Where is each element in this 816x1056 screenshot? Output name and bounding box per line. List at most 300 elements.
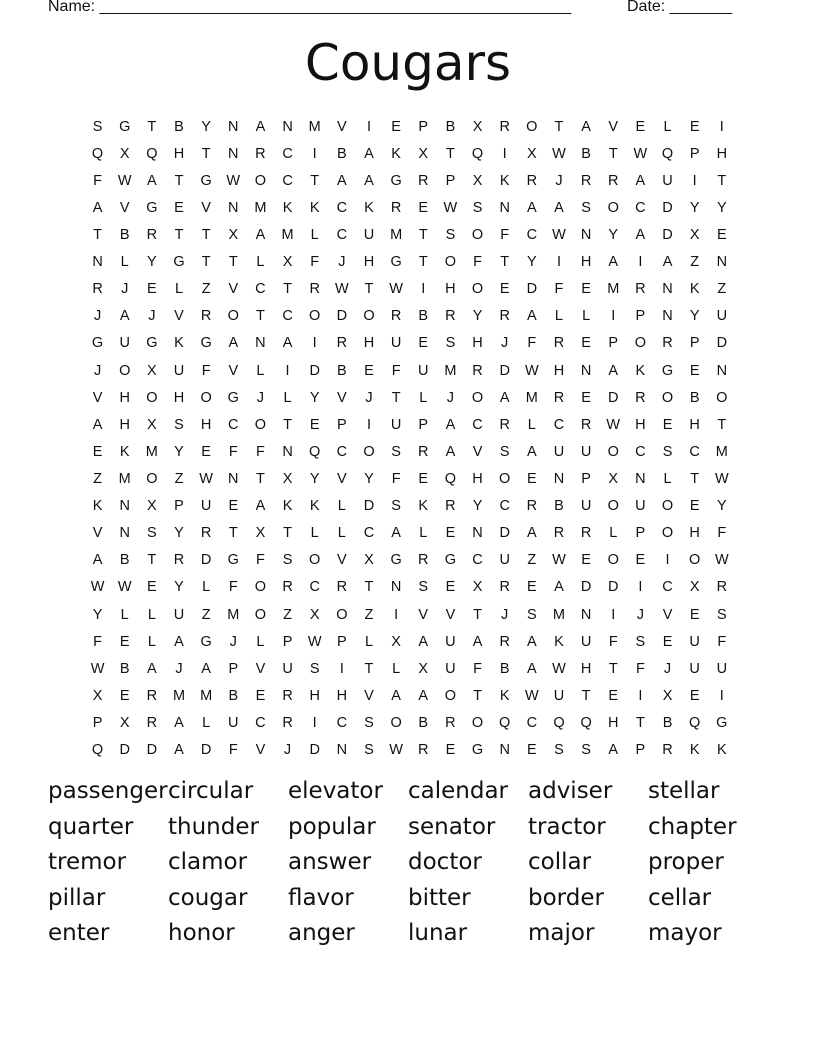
- grid-letter: L: [147, 633, 156, 650]
- grid-letter: T: [690, 470, 700, 487]
- grid-letter: P: [689, 335, 700, 352]
- grid-letter: I: [312, 335, 317, 352]
- grid-letter: T: [255, 308, 265, 325]
- grid-letter: Y: [689, 308, 700, 325]
- grid-letter: X: [662, 687, 673, 704]
- grid-letter: L: [663, 470, 672, 487]
- grid-letter: U: [580, 633, 592, 650]
- grid-letter: U: [119, 335, 130, 352]
- grid-row: [84, 493, 735, 520]
- grid-letter: N: [553, 470, 565, 487]
- grid-letter: M: [227, 606, 240, 623]
- grid-letter: U: [716, 308, 728, 325]
- word-list-item: quarter: [48, 813, 134, 840]
- grid-letter: X: [418, 145, 429, 162]
- grid-letter: L: [554, 308, 563, 325]
- grid-letter: W: [334, 281, 349, 298]
- grid-letter: I: [638, 254, 643, 271]
- grid-letter: X: [282, 470, 293, 487]
- grid-letter: T: [283, 525, 292, 542]
- grid-letter: O: [146, 389, 158, 406]
- grid-letter: E: [689, 606, 700, 623]
- grid-letter: Z: [717, 281, 727, 298]
- grid-row: [84, 194, 735, 221]
- grid-letter: J: [229, 633, 237, 650]
- grid-letter: P: [418, 416, 429, 433]
- word-list-item: collar: [528, 849, 592, 876]
- grid-letter: O: [227, 308, 239, 325]
- grid-letter: G: [200, 335, 212, 352]
- grid-letter: U: [716, 660, 728, 677]
- grid-letter: Q: [91, 145, 104, 162]
- grid-letter: N: [716, 254, 728, 271]
- grid-letter: A: [526, 443, 537, 460]
- word-list-item: mayor: [648, 920, 722, 947]
- grid-letter: A: [554, 199, 564, 216]
- grid-row: [84, 249, 735, 276]
- grid-letter: X: [689, 579, 700, 596]
- grid-letter: J: [636, 606, 644, 623]
- grid-letter: P: [635, 308, 646, 325]
- grid-letter: L: [283, 389, 292, 406]
- grid-letter: O: [661, 498, 674, 515]
- grid-letter: I: [312, 714, 317, 731]
- grid-letter: R: [499, 633, 510, 650]
- grid-letter: G: [119, 118, 131, 135]
- grid-letter: Y: [201, 118, 211, 135]
- grid-letter: C: [255, 714, 266, 731]
- grid-letter: F: [93, 172, 102, 189]
- grid-letter: R: [662, 742, 673, 759]
- grid-letter: I: [285, 362, 290, 379]
- grid-letter: Z: [527, 552, 537, 569]
- grid-letter: H: [445, 281, 456, 298]
- grid-letter: X: [119, 714, 130, 731]
- grid-letter: P: [635, 525, 646, 542]
- grid-letter: Y: [174, 579, 184, 596]
- grid-letter: E: [608, 687, 619, 704]
- grid-letter: I: [366, 416, 371, 433]
- grid-letter: L: [147, 606, 156, 623]
- grid-letter: U: [390, 335, 402, 352]
- grid-letter: B: [337, 145, 347, 162]
- grid-letter: O: [471, 714, 484, 731]
- grid-letter: C: [689, 443, 700, 460]
- grid-letter: O: [661, 525, 674, 542]
- grid-letter: D: [580, 579, 592, 596]
- grid-letter: A: [92, 416, 103, 433]
- grid-letter: F: [500, 226, 510, 243]
- word-list-item: doctor: [408, 849, 482, 876]
- grid-letter: Q: [661, 145, 674, 162]
- grid-letter: R: [472, 362, 483, 379]
- grid-letter: S: [391, 498, 401, 515]
- grid-letter: S: [282, 552, 293, 569]
- grid-letter: U: [418, 362, 429, 379]
- word-list-item: anger: [288, 920, 355, 947]
- grid-letter: Y: [526, 254, 537, 271]
- grid-letter: T: [147, 552, 157, 569]
- grid-letter: W: [117, 172, 132, 189]
- grid-letter: L: [310, 525, 319, 542]
- grid-letter: Y: [92, 606, 103, 623]
- grid-letter: O: [689, 552, 701, 569]
- grid-letter: R: [635, 281, 646, 298]
- grid-letter: G: [227, 389, 239, 406]
- grid-letter: V: [228, 362, 239, 379]
- grid-letter: A: [608, 254, 619, 271]
- grid-letter: I: [665, 552, 670, 569]
- grid-letter: F: [635, 660, 645, 677]
- grid-letter: N: [92, 254, 103, 271]
- grid-letter: R: [499, 579, 510, 596]
- grid-letter: P: [445, 172, 456, 189]
- grid-letter: V: [337, 389, 347, 406]
- name-field-label: Name: _____________________________________________________: [48, 0, 572, 15]
- grid-letter: A: [364, 145, 374, 162]
- grid-letter: A: [364, 172, 374, 189]
- word-list-item: flavor: [288, 884, 354, 911]
- grid-letter: N: [336, 742, 348, 759]
- grid-letter: D: [608, 579, 619, 596]
- grid-letter: R: [92, 281, 103, 298]
- grid-letter: R: [499, 118, 510, 135]
- grid-letter: V: [337, 552, 347, 569]
- grid-letter: I: [611, 606, 616, 623]
- grid-letter: U: [580, 443, 592, 460]
- grid-letter: Y: [309, 389, 320, 406]
- word-list-item: lunar: [408, 920, 468, 947]
- grid-letter: U: [445, 660, 456, 677]
- grid-letter: F: [228, 579, 238, 596]
- grid-letter: F: [473, 660, 482, 677]
- grid-letter: T: [608, 145, 618, 162]
- grid-letter: P: [174, 498, 184, 515]
- grid-letter: L: [419, 389, 428, 406]
- grid-letter: A: [445, 416, 456, 433]
- grid-letter: L: [120, 254, 129, 271]
- grid-letter: U: [200, 498, 212, 515]
- grid-letter: E: [445, 579, 456, 596]
- grid-letter: N: [390, 579, 402, 596]
- grid-letter: S: [174, 416, 184, 433]
- grid-letter: E: [689, 498, 700, 515]
- grid-letter: X: [364, 552, 374, 569]
- grid-letter: U: [689, 660, 700, 677]
- grid-row: [84, 601, 735, 628]
- grid-letter: O: [607, 552, 619, 569]
- grid-letter: T: [174, 226, 184, 243]
- grid-letter: N: [472, 525, 483, 542]
- grid-letter: A: [391, 525, 401, 542]
- grid-letter: F: [228, 443, 238, 460]
- grid-letter: J: [338, 254, 346, 271]
- grid-letter: I: [556, 254, 561, 271]
- grid-letter: W: [714, 470, 729, 487]
- grid-letter: H: [716, 145, 728, 162]
- grid-letter: T: [581, 687, 591, 704]
- grid-row: [84, 140, 735, 167]
- grid-letter: J: [93, 308, 102, 325]
- grid-row: [84, 411, 735, 438]
- grid-letter: X: [472, 172, 483, 189]
- grid-letter: F: [228, 742, 238, 759]
- grid-letter: G: [173, 254, 185, 271]
- grid-letter: Q: [689, 714, 701, 731]
- grid-row: [84, 574, 735, 601]
- grid-letter: Z: [201, 606, 211, 623]
- grid-letter: F: [391, 470, 401, 487]
- grid-letter: V: [418, 606, 429, 623]
- grid-letter: A: [92, 199, 103, 216]
- grid-letter: C: [336, 443, 348, 460]
- grid-letter: J: [365, 389, 373, 406]
- grid-letter: O: [363, 308, 375, 325]
- grid-letter: L: [202, 714, 211, 731]
- grid-letter: R: [146, 226, 158, 243]
- grid-letter: L: [337, 498, 346, 515]
- grid-letter: A: [92, 552, 103, 569]
- grid-letter: D: [119, 742, 130, 759]
- grid-letter: G: [390, 552, 402, 569]
- grid-letter: D: [716, 335, 728, 352]
- grid-letter: O: [661, 389, 674, 406]
- grid-letter: B: [499, 660, 510, 677]
- grid-letter: S: [418, 579, 429, 596]
- grid-letter: E: [201, 443, 211, 460]
- grid-letter: C: [336, 226, 348, 243]
- grid-letter: R: [200, 525, 212, 542]
- grid-letter: H: [553, 362, 565, 379]
- grid-letter: P: [92, 714, 103, 731]
- grid-letter: L: [202, 579, 211, 596]
- grid-letter: A: [635, 172, 646, 189]
- grid-row: [84, 465, 735, 492]
- grid-letter: H: [173, 389, 185, 406]
- word-list-item: honor: [168, 920, 235, 947]
- grid-letter: H: [472, 335, 483, 352]
- grid-letter: M: [607, 281, 620, 298]
- grid-letter: F: [554, 281, 564, 298]
- grid-letter: C: [282, 172, 293, 189]
- grid-letter: T: [418, 226, 428, 243]
- grid-letter: T: [201, 254, 211, 271]
- grid-row: [84, 682, 735, 709]
- grid-letter: T: [201, 226, 211, 243]
- grid-letter: E: [662, 633, 673, 650]
- grid-letter: R: [445, 498, 456, 515]
- grid-letter: X: [472, 118, 483, 135]
- grid-letter: K: [309, 498, 320, 515]
- grid-letter: J: [663, 660, 672, 677]
- grid-letter: T: [554, 118, 564, 135]
- grid-letter: I: [394, 606, 399, 623]
- grid-letter: J: [501, 335, 509, 352]
- grid-letter: C: [228, 416, 239, 433]
- grid-letter: R: [390, 199, 402, 216]
- word-list-item: proper: [648, 849, 724, 876]
- grid-letter: L: [663, 118, 672, 135]
- grid-letter: T: [445, 145, 455, 162]
- word-list-item: major: [528, 920, 595, 947]
- grid-letter: O: [471, 281, 484, 298]
- grid-letter: W: [524, 362, 539, 379]
- grid-letter: K: [499, 687, 510, 704]
- grid-letter: K: [364, 199, 374, 216]
- grid-letter: K: [689, 281, 700, 298]
- grid-letter: M: [254, 199, 267, 216]
- word-list-item: answer: [288, 849, 372, 876]
- grid-letter: D: [336, 308, 348, 325]
- grid-letter: P: [337, 633, 347, 650]
- grid-letter: O: [499, 470, 511, 487]
- grid-letter: I: [638, 687, 643, 704]
- grid-letter: T: [283, 281, 292, 298]
- grid-letter: V: [255, 660, 266, 677]
- grid-letter: A: [445, 443, 456, 460]
- grid-letter: X: [472, 579, 483, 596]
- grid-letter: W: [552, 552, 566, 569]
- grid-row: [84, 547, 735, 574]
- grid-letter: J: [501, 606, 509, 623]
- grid-letter: R: [553, 389, 565, 406]
- grid-letter: G: [146, 335, 158, 352]
- grid-letter: R: [336, 335, 348, 352]
- grid-letter: D: [608, 389, 619, 406]
- grid-letter: A: [337, 172, 347, 189]
- grid-letter: P: [228, 660, 239, 677]
- grid-letter: U: [635, 498, 646, 515]
- grid-letter: N: [499, 199, 510, 216]
- grid-letter: I: [611, 308, 616, 325]
- grid-letter: X: [309, 606, 320, 623]
- grid-letter: R: [200, 308, 212, 325]
- grid-letter: G: [390, 172, 402, 189]
- grid-letter: B: [689, 389, 700, 406]
- grid-letter: V: [92, 389, 103, 406]
- grid-letter: F: [527, 335, 537, 352]
- grid-letter: Q: [499, 714, 511, 731]
- grid-letter: X: [147, 416, 157, 433]
- grid-letter: A: [608, 742, 619, 759]
- grid-letter: E: [119, 633, 130, 650]
- word-list-item: border: [528, 884, 604, 911]
- grid-letter: A: [228, 335, 239, 352]
- grid-letter: W: [117, 579, 132, 596]
- grid-letter: R: [282, 579, 293, 596]
- grid-letter: V: [174, 308, 184, 325]
- grid-letter: X: [147, 498, 157, 515]
- grid-letter: L: [364, 633, 374, 650]
- grid-letter: E: [526, 742, 537, 759]
- word-list-item: elevator: [288, 778, 383, 804]
- grid-letter: W: [90, 660, 105, 677]
- grid-letter: X: [418, 660, 429, 677]
- grid-letter: W: [443, 199, 458, 216]
- grid-letter: U: [363, 226, 375, 243]
- grid-letter: Z: [364, 606, 374, 623]
- grid-letter: A: [499, 389, 510, 406]
- grid-letter: S: [391, 443, 401, 460]
- grid-letter: M: [308, 118, 321, 135]
- grid-letter: E: [445, 525, 456, 542]
- grid-letter: P: [689, 145, 700, 162]
- grid-letter: M: [552, 606, 565, 623]
- grid-letter: C: [472, 416, 483, 433]
- grid-letter: A: [119, 308, 130, 325]
- grid-letter: O: [200, 389, 212, 406]
- grid-letter: W: [524, 687, 539, 704]
- grid-row: [84, 384, 735, 411]
- grid-letter: X: [147, 362, 157, 379]
- grid-letter: A: [391, 687, 401, 704]
- grid-letter: H: [580, 660, 592, 677]
- grid-letter: N: [580, 606, 592, 623]
- grid-letter: C: [363, 525, 375, 542]
- grid-letter: L: [120, 606, 129, 623]
- grid-letter: N: [228, 145, 239, 162]
- grid-letter: N: [282, 443, 293, 460]
- grid-letter: E: [391, 118, 401, 135]
- grid-letter: R: [390, 308, 402, 325]
- grid-letter: A: [526, 525, 537, 542]
- grid-letter: Z: [93, 470, 102, 487]
- grid-letter: C: [336, 714, 348, 731]
- grid-letter: V: [608, 118, 619, 135]
- grid-letter: F: [201, 362, 211, 379]
- grid-letter: M: [145, 443, 158, 460]
- grid-letter: R: [282, 687, 293, 704]
- grid-letter: V: [255, 742, 266, 759]
- grid-letter: Y: [174, 525, 184, 542]
- grid-letter: Z: [201, 281, 211, 298]
- grid-letter: G: [444, 552, 457, 569]
- grid-letter: N: [255, 335, 266, 352]
- grid-letter: K: [119, 443, 130, 460]
- grid-letter: B: [554, 498, 564, 515]
- grid-letter: R: [580, 525, 592, 542]
- grid-letter: M: [444, 362, 457, 379]
- grid-letter: W: [552, 145, 566, 162]
- grid-letter: R: [146, 687, 158, 704]
- grid-letter: M: [525, 389, 538, 406]
- grid-letter: T: [391, 389, 401, 406]
- grid-letter: N: [499, 742, 510, 759]
- grid-letter: U: [282, 660, 293, 677]
- grid-letter: Y: [472, 308, 483, 325]
- grid-letter: R: [635, 389, 646, 406]
- grid-letter: B: [337, 362, 347, 379]
- word-list-item: cellar: [648, 884, 712, 911]
- grid-row: [84, 628, 735, 655]
- word-list-item: passenger: [48, 778, 168, 804]
- grid-letter: C: [472, 552, 483, 569]
- grid-letter: B: [119, 226, 130, 243]
- grid-letter: K: [689, 742, 700, 759]
- grid-letter: E: [689, 118, 700, 135]
- grid-letter: E: [119, 687, 130, 704]
- word-list-item: senator: [408, 813, 496, 840]
- word-list-item: thunder: [168, 813, 259, 840]
- grid-letter: V: [119, 199, 130, 216]
- grid-letter: A: [662, 254, 673, 271]
- grid-letter: W: [552, 226, 566, 243]
- grid-letter: G: [716, 714, 728, 731]
- grid-letter: R: [580, 416, 592, 433]
- grid-letter: M: [172, 687, 186, 704]
- grid-letter: X: [255, 525, 266, 542]
- grid-letter: R: [418, 443, 429, 460]
